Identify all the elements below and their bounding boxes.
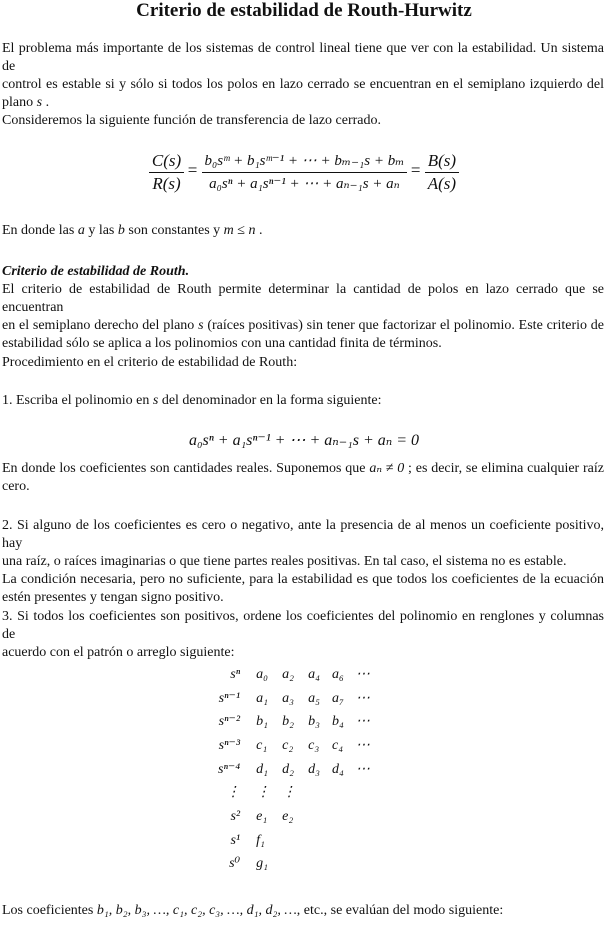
- routh-coef-cell: ⋯: [355, 761, 370, 777]
- routh-power-cell: sⁿ: [230, 666, 241, 682]
- routh-coef-cell: [350, 805, 376, 829]
- routh-coef-cell: a₀: [256, 666, 268, 682]
- routh-coef-cell: d₁: [256, 761, 268, 777]
- routh-power-cell: sⁿ⁻²: [218, 714, 241, 730]
- routh-coef-cell: a₆: [332, 666, 344, 682]
- constants-note: En donde las a y las b son constantes y m ≤ n .: [2, 223, 263, 238]
- routh-coef-cell: ⋯: [355, 714, 370, 730]
- routh-line: en el semiplano derecho del plano s (raíces positivas) sin tener que factorizar el polinomio. Este criterio de: [2, 318, 604, 333]
- routh-coef-cell: c₃: [308, 737, 320, 753]
- routh-coef-cell: [326, 805, 350, 829]
- step-2: 2. Si alguno de los coeficientes es cero o negativo, ante la presencia de al menos un coeficiente positivo, hay una raíz, o raíces imaginarias o que tiene partes reales positivas. En tal caso, el sistema no es estable. La condición necesaria, pero no suficiente, para la estabilidad es que todos los coeficientes de la ecuación estén presentes y tengan signo positivo.: [2, 518, 604, 605]
- routh-coef-cell: [302, 781, 326, 805]
- routh-coef-cell: e₁: [256, 808, 268, 824]
- routh-coef-cell: [350, 829, 376, 853]
- routh-coef-cell: d₄: [332, 761, 344, 777]
- step-1-note: En donde los coeficientes son cantidades reales. Suponemos que aₙ ≠ 0 ; es decir, se elimina cualquier raíz cero.: [2, 461, 604, 494]
- routh-line: estabilidad sólo se aplica a los polinomios con una cantidad finita de términos.: [2, 336, 442, 351]
- routh-coef-cell: g₁: [256, 856, 268, 872]
- intro-line: plano s .: [2, 95, 50, 110]
- characteristic-polynomial: a₀sⁿ + a₁sⁿ⁻¹ + ⋯ + aₙ₋₁s + aₙ = 0: [188, 432, 420, 449]
- routh-coef-cell: [302, 853, 326, 877]
- routh-coef-cell: a₁: [256, 690, 268, 706]
- routh-coef-cell: ⋯: [355, 666, 370, 682]
- routh-coef-cell: [350, 781, 376, 805]
- routh-row: [212, 687, 376, 711]
- routh-coef-cell: [302, 829, 326, 853]
- routh-coef-cell: ⋯: [355, 690, 370, 706]
- routh-coef-cell: [276, 853, 302, 877]
- routh-coef-cell: a₃: [282, 690, 294, 706]
- step-3: 3. Si todos los coeficientes son positivos, ordene los coeficientes del polinomio en renglones y columnas de acuerdo con el patrón o arreglo siguiente:: [2, 609, 604, 660]
- intro-paragraph: [2, 40, 604, 130]
- routh-power-cell: s¹: [230, 832, 241, 848]
- routh-coef-cell: ⋯: [355, 737, 370, 753]
- routh-row: [212, 805, 376, 829]
- routh-coef-cell: [350, 853, 376, 877]
- routh-coef-cell: c₄: [332, 737, 344, 753]
- routh-coef-cell: ⋮: [256, 785, 271, 801]
- procedure-title: Procedimiento en el criterio de estabilidad de Routh:: [2, 355, 298, 370]
- routh-power-cell: sⁿ⁻¹: [218, 690, 241, 706]
- routh-coef-cell: [302, 805, 326, 829]
- routh-row: [212, 710, 376, 734]
- routh-coef-cell: a₇: [332, 690, 344, 706]
- routh-coef-cell: d₃: [308, 761, 320, 777]
- intro-line: Consideremos la siguiente función de transferencia de lazo cerrado.: [2, 113, 382, 128]
- routh-row: [212, 853, 376, 877]
- routh-coef-cell: b₄: [332, 714, 344, 730]
- intro-line: El problema más importante de los sistemas de control lineal tiene que ver con la estabilidad. Un sistema de: [2, 41, 604, 74]
- routh-power-cell: s⁰: [229, 856, 241, 872]
- routh-coef-cell: a₂: [282, 666, 294, 682]
- section-heading: Criterio de estabilidad de Routh.: [2, 264, 190, 279]
- final-line: Los coeficientes b₁, b₂, b₃, …, c₁, c₂, c₃, …, d₁, d₂, …, etc., se evalúan del modo siguiente:: [2, 903, 504, 918]
- routh-coef-cell: [326, 853, 350, 877]
- fraction-lhs: $\frac{C(s)}{R(s)}$: [149, 150, 184, 195]
- transfer-function-equation: $\frac{C(s)}{R(s)}$ = $\frac{\text{b₀sᵐ + b₁sᵐ⁻¹ + ⋯ + bₘ₋₁s + bₘ}}{\text{a₀sⁿ + a₁sⁿ⁻¹ + ⋯ + aₙ₋₁s + aₙ}}$ = $\frac{B(s)}{A(s)}$: [0, 150, 608, 195]
- routh-coef-cell: [326, 781, 350, 805]
- routh-coef-cell: b₃: [308, 714, 320, 730]
- routh-coef-cell: a₅: [308, 690, 320, 706]
- routh-power-cell: sⁿ⁻⁴: [218, 761, 241, 777]
- routh-power-cell: s²: [230, 808, 241, 824]
- routh-coef-cell: c₂: [282, 737, 294, 753]
- routh-row: [212, 734, 376, 758]
- routh-coef-cell: [276, 829, 302, 853]
- routh-row: [212, 829, 376, 853]
- fraction-middle: $\frac{\text{b₀sᵐ + b₁sᵐ⁻¹ + ⋯ + bₘ₋₁s + bₘ}}{\text{a₀sⁿ + a₁sⁿ⁻¹ + ⋯ + aₙ₋₁s + aₙ}}$: [202, 150, 408, 195]
- routh-coef-cell: ⋮: [282, 785, 297, 801]
- step-1: 1. Escriba el polinomio en s del denominador en la forma siguiente:: [2, 393, 382, 408]
- routh-power-cell: sⁿ⁻³: [218, 737, 241, 753]
- routh-row: [212, 758, 376, 782]
- routh-row: [212, 781, 376, 805]
- routh-power-cell: ⋮: [226, 785, 241, 801]
- routh-coef-cell: f₁: [256, 832, 265, 848]
- intro-line: control es estable si y sólo si todos los polos en lazo cerrado se encuentran en el semiplano izquierdo del: [2, 77, 604, 92]
- routh-coef-cell: b₁: [256, 714, 268, 730]
- routh-coef-cell: e₂: [282, 808, 294, 824]
- routh-coef-cell: [326, 829, 350, 853]
- routh-line: El criterio de estabilidad de Routh permite determinar la cantidad de polos en lazo cerrado que se encuentran: [2, 282, 604, 315]
- routh-row: [212, 663, 376, 687]
- page-title: Criterio de estabilidad de Routh-Hurwitz: [136, 0, 472, 21]
- routh-coef-cell: d₂: [282, 761, 294, 777]
- routh-section: [2, 263, 604, 353]
- routh-coef-cell: a₄: [308, 666, 320, 682]
- fraction-rhs: $\frac{B(s)}{A(s)}$: [425, 150, 459, 195]
- routh-coef-cell: b₂: [282, 714, 294, 730]
- routh-coef-cell: c₁: [256, 737, 268, 753]
- routh-array: [212, 663, 376, 876]
